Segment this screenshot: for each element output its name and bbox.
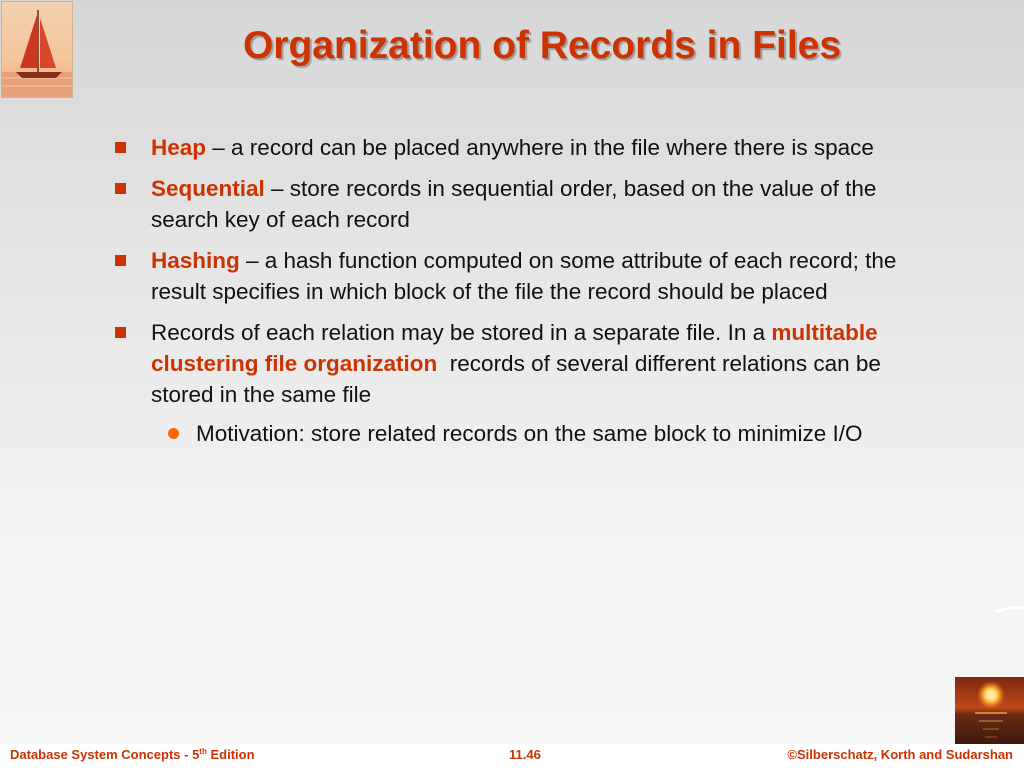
bullet-list <box>113 132 943 449</box>
slide-title: Organization of Records in Files <box>242 24 842 67</box>
bullet-clustering <box>113 317 943 410</box>
bullet-text: – a record can be placed anywhere in the file where there is space <box>206 135 874 160</box>
sub-bullet-motivation <box>158 418 943 449</box>
sub-bullet-text: Motivation: store related records on the same block to minimize I/O <box>196 421 863 446</box>
term-hashing: Hashing <box>151 248 240 273</box>
bullet-text-post: records of several different relations can be stored in the same file <box>151 351 888 407</box>
footer-superscript: th <box>199 747 207 756</box>
decorative-swoosh <box>996 604 1024 616</box>
term-heap: Heap <box>151 135 207 160</box>
slide-number: 11.46 <box>509 747 541 762</box>
bullet-heap <box>113 132 943 163</box>
square-bullet-icon <box>115 142 126 153</box>
term-multitable-clustering: multitable clustering file organization <box>151 320 878 376</box>
footer-copyright: ©Silberschatz, Korth and Sudarshan <box>787 747 1013 762</box>
round-bullet-icon <box>168 428 179 439</box>
sunset-logo-icon <box>955 677 1024 745</box>
bullet-hashing <box>113 245 943 307</box>
square-bullet-icon <box>115 255 126 266</box>
term-sequential: Sequential <box>151 176 265 201</box>
square-bullet-icon <box>115 327 126 338</box>
square-bullet-icon <box>115 183 126 194</box>
slide-footer <box>0 744 1024 768</box>
footer-book-title-text: Database System Concepts - 5 <box>10 747 200 762</box>
bullet-text-pre: Records of each relation may be stored in a separate file. In a <box>151 320 772 345</box>
bullet-sequential <box>113 173 943 235</box>
bullet-text: – a hash function computed on some attribute of each record; the result specifies in which block of the file the record should be placed <box>151 248 897 304</box>
footer-book-title <box>10 747 255 762</box>
bullet-text: – store records in sequential order, based on the value of the search key of each record <box>151 176 877 232</box>
footer-edition-text: Edition <box>206 747 255 762</box>
